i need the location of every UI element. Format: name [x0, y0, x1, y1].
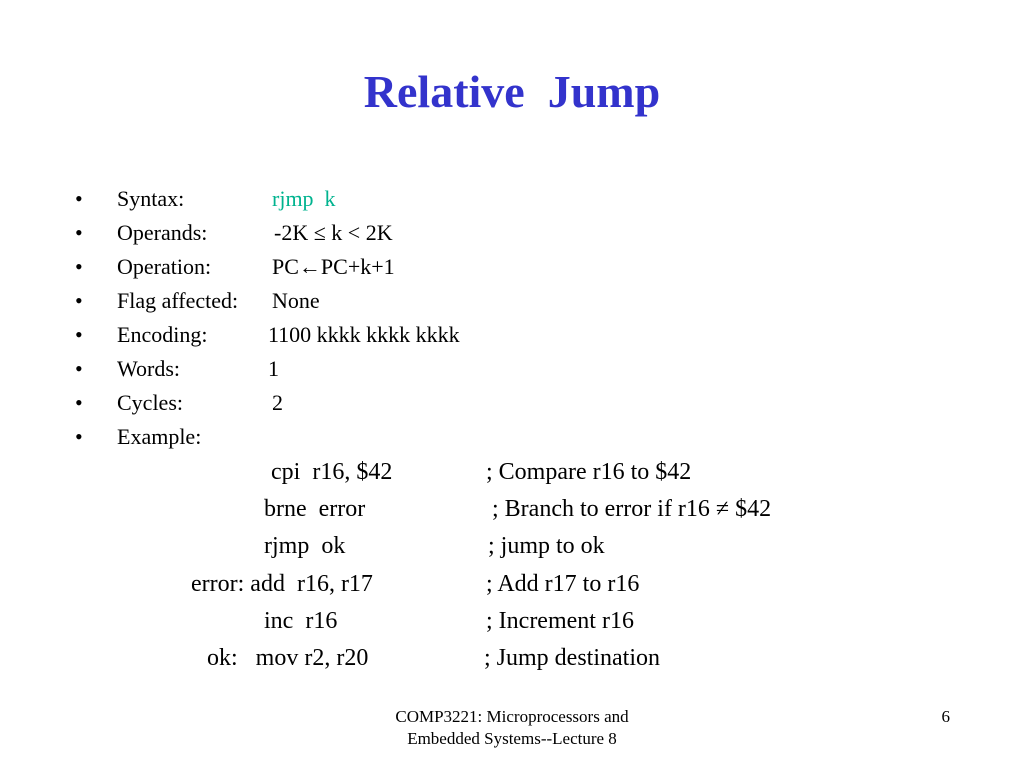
code-instruction: rjmp ok: [264, 533, 346, 559]
code-comment: ; Jump destination: [484, 645, 660, 671]
code-comment: ; Increment r16: [486, 608, 634, 634]
bullet-marker: •: [75, 322, 83, 347]
code-comment: ; jump to ok: [488, 533, 605, 559]
bullet-label-operands: Operands:: [117, 220, 208, 245]
code-instruction: cpi r16, $42: [271, 459, 393, 485]
bullet-operands: [75, 219, 393, 247]
bullet-label-flag-affected: Flag affected:: [117, 288, 239, 313]
code-instruction: ok: mov r2, r20: [207, 645, 369, 671]
slide-title: Relative Jump: [363, 66, 661, 117]
bullet-label-syntax: Syntax:: [117, 186, 185, 211]
bullet-flag-affected: [75, 287, 320, 315]
code-instruction: inc r16: [264, 608, 338, 634]
bullet-marker: •: [75, 424, 83, 449]
footer-line-1: COMP3221: Microprocessors and: [395, 707, 629, 726]
bullet-marker: •: [75, 288, 83, 313]
code-comment: ; Compare r16 to $42: [486, 459, 692, 485]
bullet-value-syntax: rjmp k: [272, 186, 336, 211]
bullet-encoding: [75, 321, 460, 349]
bullet-words: [75, 355, 279, 383]
bullet-label-example: Example:: [117, 424, 202, 449]
footer-line-2: Embedded Systems--Lecture 8: [407, 729, 617, 748]
bullet-marker: •: [75, 390, 83, 415]
code-instruction: error: add r16, r17: [191, 571, 373, 597]
bullet-value-operands: -2K ≤ k < 2K: [274, 220, 393, 245]
bullet-marker: •: [75, 356, 83, 381]
bullet-cycles: [75, 389, 283, 417]
code-instruction: brne error: [264, 496, 366, 522]
bullet-marker: •: [75, 220, 83, 245]
bullet-value-words: 1: [268, 356, 279, 381]
bullet-label-encoding: Encoding:: [117, 322, 208, 347]
code-comment: ; Add r17 to r16: [486, 571, 640, 597]
bullet-value-encoding: 1100 kkkk kkkk kkkk: [268, 322, 460, 347]
bullet-label-operation: Operation:: [117, 254, 212, 279]
bullet-marker: •: [75, 254, 83, 279]
bullet-example: [75, 423, 202, 451]
bullet-operation: [75, 253, 395, 281]
bullet-value-cycles: 2: [272, 390, 283, 415]
bullet-label-words: Words:: [117, 356, 181, 381]
bullet-marker: •: [75, 186, 83, 211]
bullet-syntax: [75, 185, 336, 213]
bullet-value-operation: PC←PC+k+1: [272, 254, 395, 279]
bullet-label-cycles: Cycles:: [117, 390, 183, 415]
page-number: 6: [941, 707, 950, 726]
bullet-value-flag-affected: None: [272, 288, 320, 313]
code-comment: ; Branch to error if r16 ≠ $42: [492, 496, 772, 522]
slide-footer: [312, 706, 712, 750]
